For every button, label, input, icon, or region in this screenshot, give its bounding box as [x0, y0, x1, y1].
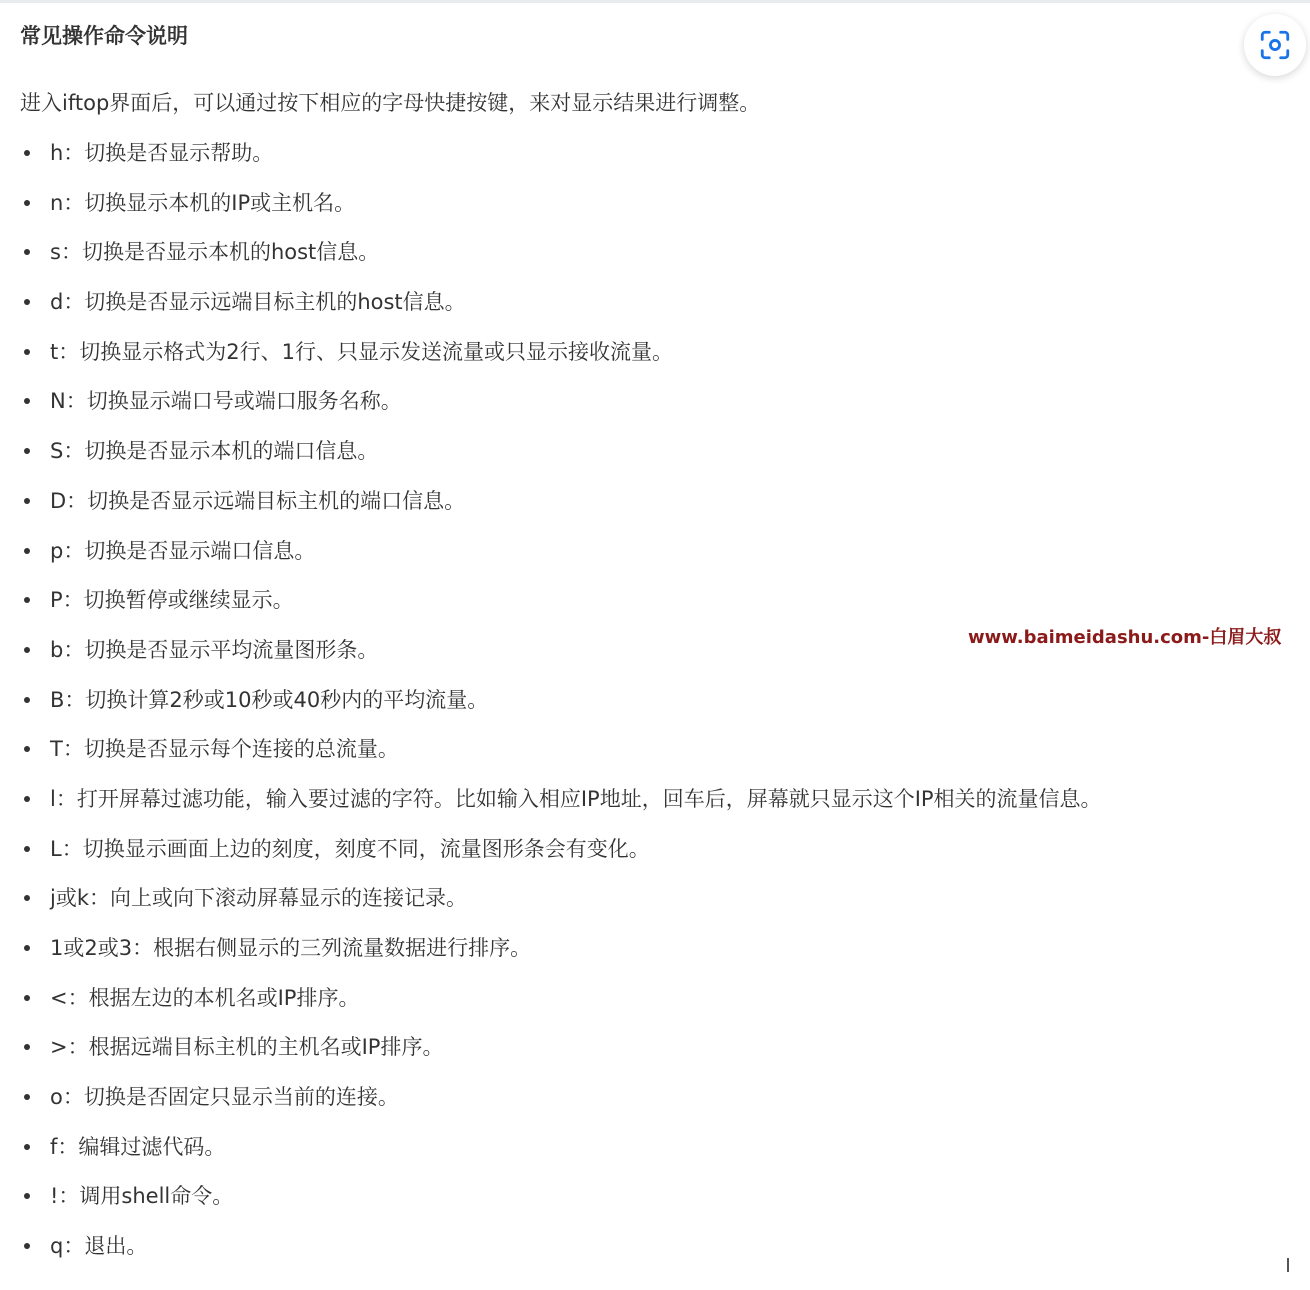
command-list-item — [0, 683, 1310, 733]
command-list-item — [0, 136, 1310, 186]
command-text: s：切换是否显示本机的host信息。 — [50, 240, 380, 265]
command-list-item — [0, 1080, 1310, 1130]
bullet-icon — [24, 746, 30, 752]
bullet-icon — [24, 150, 30, 156]
command-text: T：切换是否显示每个连接的总流量。 — [50, 737, 399, 762]
command-text: n：切换显示本机的IP或主机名。 — [50, 190, 356, 215]
command-text: b：切换是否显示平均流量图形条。 — [50, 637, 379, 662]
command-text: N：切换显示端口号或端口服务名称。 — [50, 389, 402, 414]
bullet-icon — [24, 597, 30, 603]
bullet-icon — [24, 647, 30, 653]
command-list-item — [0, 384, 1310, 434]
command-list-item — [0, 285, 1310, 335]
bullet-icon — [24, 945, 30, 951]
command-list-item — [0, 881, 1310, 931]
command-list-item — [0, 782, 1310, 832]
lens-search-icon — [1258, 28, 1292, 62]
bullet-icon — [24, 498, 30, 504]
bullet-icon — [24, 1193, 30, 1199]
command-list-item — [0, 832, 1310, 882]
command-text: o：切换是否固定只显示当前的连接。 — [50, 1085, 399, 1110]
command-list-item — [0, 1179, 1310, 1229]
command-text: >：根据远端目标主机的主机名或IP排序。 — [50, 1035, 444, 1060]
intro-paragraph: 进入iftop界面后，可以通过按下相应的字母快捷按键，来对显示结果进行调整。 — [20, 91, 761, 115]
watermark-text: www.baimeidashu.com-白眉大叔 — [968, 627, 1282, 648]
bullet-icon — [24, 349, 30, 355]
command-list-item — [0, 434, 1310, 484]
bullet-icon — [24, 249, 30, 255]
command-text: q：退出。 — [50, 1234, 148, 1259]
bullet-icon — [24, 895, 30, 901]
command-text: d：切换是否显示远端目标主机的host信息。 — [50, 290, 466, 315]
command-text: !：调用shell命令。 — [50, 1184, 234, 1209]
command-list-item — [0, 1030, 1310, 1080]
command-list-item — [0, 1229, 1310, 1279]
bullet-icon — [24, 1144, 30, 1150]
command-list — [0, 136, 1310, 1279]
command-text: h：切换是否显示帮助。 — [50, 141, 274, 165]
bullet-icon — [24, 697, 30, 703]
scroll-indicator — [1287, 1258, 1289, 1272]
section-heading: 常见操作命令说明 — [20, 24, 188, 48]
command-list-item — [0, 186, 1310, 236]
command-list-item — [0, 235, 1310, 285]
bullet-icon — [24, 448, 30, 454]
bullet-icon — [24, 1094, 30, 1100]
command-list-item — [0, 931, 1310, 981]
bullet-icon — [24, 846, 30, 852]
command-text: S：切换是否显示本机的端口信息。 — [50, 439, 379, 464]
command-text: j或k：向上或向下滚动屏幕显示的连接记录。 — [50, 886, 467, 911]
command-list-item — [0, 732, 1310, 782]
command-text: f：编辑过滤代码。 — [50, 1134, 226, 1159]
command-text: t：切换显示格式为2行、1行、只显示发送流量或只显示接收流量。 — [50, 339, 673, 364]
bullet-icon — [24, 1044, 30, 1050]
command-text: B：切换计算2秒或10秒或40秒内的平均流量。 — [50, 687, 489, 712]
command-text: P：切换暂停或继续显示。 — [50, 588, 294, 613]
command-text: <：根据左边的本机名或IP排序。 — [50, 985, 360, 1010]
command-list-item — [0, 484, 1310, 534]
command-text: 1或2或3：根据右侧显示的三列流量数据进行排序。 — [50, 936, 532, 960]
bullet-icon — [24, 200, 30, 206]
bullet-icon — [24, 1243, 30, 1249]
command-list-item — [0, 335, 1310, 385]
command-text: l：打开屏幕过滤功能，输入要过滤的字符。比如输入相应IP地址，回车后，屏幕就只显示这个IP相关的流量信息。 — [50, 786, 1102, 811]
command-text: L：切换显示画面上边的刻度，刻度不同，流量图形条会有变化。 — [50, 836, 650, 861]
command-list-item — [0, 1130, 1310, 1180]
bullet-icon — [24, 548, 30, 554]
command-list-item — [0, 981, 1310, 1031]
top-divider — [0, 0, 1310, 3]
bullet-icon — [24, 398, 30, 404]
command-list-item — [0, 534, 1310, 584]
lens-search-button[interactable] — [1244, 14, 1306, 76]
bullet-icon — [24, 796, 30, 802]
bullet-icon — [24, 995, 30, 1001]
bullet-icon — [24, 299, 30, 305]
command-text: D：切换是否显示远端目标主机的端口信息。 — [50, 488, 466, 513]
command-text: p：切换是否显示端口信息。 — [50, 538, 316, 563]
